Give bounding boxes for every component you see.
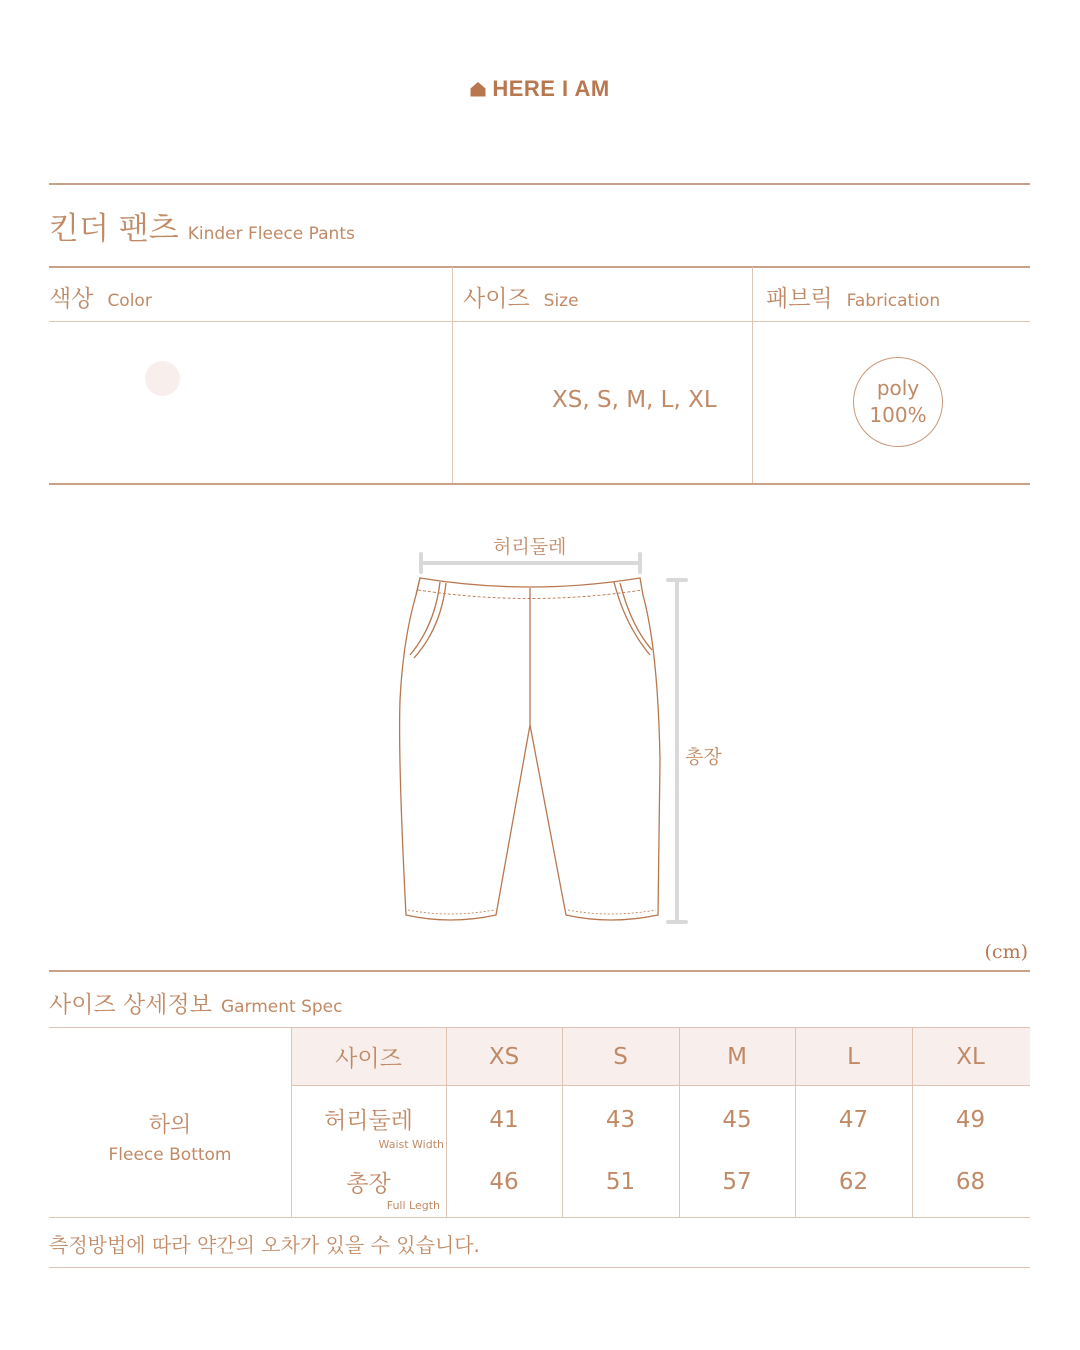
size-header-en: Size	[543, 291, 579, 311]
product-title-en: Kinder Fleece Pants	[187, 224, 355, 244]
waist-xl: 49	[955, 1107, 986, 1133]
spec-divider	[49, 970, 1030, 972]
info-col-divider-2	[752, 267, 753, 483]
pants-diagram	[380, 550, 700, 940]
size-col-l: L	[847, 1043, 860, 1070]
length-s: 51	[605, 1169, 636, 1195]
product-title-ko: 킨더 팬츠	[49, 211, 179, 247]
row-length-label-en: Full Legth	[386, 1199, 440, 1212]
length-l: 62	[838, 1169, 869, 1195]
waist-m: 45	[722, 1107, 752, 1133]
waist-s: 43	[605, 1107, 636, 1133]
size-header	[463, 280, 579, 313]
row-waist-label-ko: 허리둘레	[324, 1108, 413, 1134]
spec-table-bottom	[49, 1217, 1030, 1218]
divider-top	[49, 183, 1030, 185]
size-col-s: S	[613, 1043, 628, 1070]
length-label: 총장	[685, 746, 722, 768]
length-xs: 46	[489, 1169, 519, 1195]
note-divider	[49, 1267, 1030, 1268]
length-m: 57	[722, 1169, 752, 1195]
spec-category-ko: 하의	[148, 1113, 192, 1138]
spec-category-en: Fleece Bottom	[108, 1145, 232, 1165]
measurement-note: 측정방법에 따라 약간의 오차가 있을 수 있습니다.	[49, 1233, 480, 1257]
info-table-top	[49, 266, 1030, 268]
spec-title	[49, 986, 342, 1019]
length-xl: 68	[955, 1169, 986, 1195]
house-icon	[470, 81, 486, 97]
info-col-divider-1	[452, 267, 453, 483]
fabric-material: poly	[876, 376, 920, 400]
color-swatch	[145, 361, 180, 396]
fabric-header-en: Fabrication	[846, 291, 941, 311]
waist-measure-bar	[421, 554, 640, 572]
unit-label: (cm)	[984, 941, 1028, 963]
spec-title-ko: 사이즈 상세정보	[49, 992, 212, 1018]
size-col-xl: XL	[956, 1043, 985, 1070]
size-col-m: M	[727, 1043, 747, 1070]
row-waist-label	[291, 1102, 446, 1135]
brand-name: HERE I AM	[492, 76, 610, 101]
product-title	[49, 203, 355, 248]
info-table-bottom	[49, 483, 1030, 485]
waist-xs: 41	[489, 1107, 519, 1133]
length-measure-bar	[668, 580, 686, 922]
color-header	[49, 280, 152, 313]
size-header-ko: 사이즈	[463, 286, 530, 312]
fabric-percent: 100%	[869, 403, 927, 427]
fabric-badge	[853, 357, 943, 447]
size-col-xs: XS	[488, 1043, 520, 1070]
brand-logo	[0, 76, 1080, 102]
color-header-en: Color	[107, 291, 152, 311]
row-length-label	[291, 1165, 446, 1198]
spec-header-divider	[291, 1085, 1030, 1086]
waist-label: 허리둘레	[493, 536, 567, 558]
size-list: XS, S, M, L, XL	[552, 387, 717, 413]
fabric-header	[766, 280, 940, 313]
spec-title-en: Garment Spec	[220, 997, 343, 1017]
waist-l: 47	[838, 1107, 869, 1133]
info-table-header-divider	[49, 321, 1030, 322]
spec-header-label: 사이즈	[335, 1046, 402, 1072]
row-length-label-ko: 총장	[346, 1171, 391, 1197]
fabric-header-ko: 패브릭	[766, 286, 833, 312]
color-header-ko: 색상	[49, 286, 94, 312]
pants-outline	[400, 578, 660, 920]
spec-category	[49, 1108, 291, 1165]
row-waist-label-en: Waist Width	[378, 1138, 444, 1151]
